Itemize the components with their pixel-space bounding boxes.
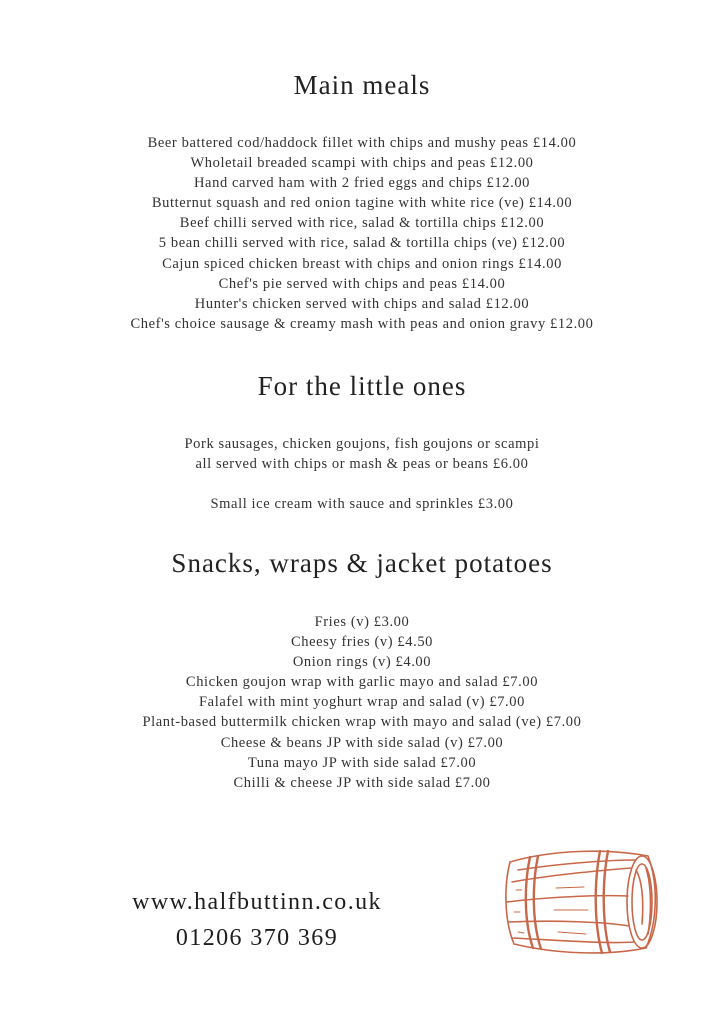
menu-item: Cheesy fries (v) £4.50 [290, 634, 434, 651]
menu-item: Hunter's chicken served with chips and salad £12.00 [194, 295, 530, 312]
menu-item: all served with chips or mash & peas or beans £6.00 [195, 456, 529, 473]
snacks-heading: Snacks, wraps & jacket potatoes [171, 548, 553, 578]
menu-item: Small ice cream with sauce and sprinkles £3.00 [210, 496, 514, 513]
menu-item: Cajun spiced chicken breast with chips and onion rings £14.00 [162, 255, 562, 272]
menu-item: Wholetail breaded scampi with chips and peas £12.00 [190, 155, 534, 172]
menu-item: Chef's choice sausage & creamy mash with peas and onion gravy £12.00 [130, 315, 594, 332]
barrel-icon [496, 840, 668, 960]
menu-item: Tuna mayo JP with side salad £7.00 [247, 754, 477, 771]
menu-item: Chef's pie served with chips and peas £14.00 [218, 275, 506, 292]
little-ones-heading: For the little ones [257, 371, 467, 401]
main-meals-heading: Main meals [293, 70, 431, 100]
little-ones-list [0, 434, 724, 514]
contact-block [112, 884, 402, 956]
little-ones-section [0, 371, 724, 514]
menu-item: Chicken goujon wrap with garlic mayo and salad £7.00 [185, 674, 539, 691]
menu-item: Chilli & cheese JP with side salad £7.00 [233, 774, 491, 791]
menu-item: Hand carved ham with 2 fried eggs and chips £12.00 [193, 175, 531, 192]
menu-item: Butternut squash and red onion tagine with white rice (ve) £14.00 [151, 195, 573, 212]
list-spacer [0, 474, 724, 494]
menu-item: Plant-based buttermilk chicken wrap with mayo and salad (ve) £7.00 [142, 714, 582, 731]
menu-item: Falafel with mint yoghurt wrap and salad (v) £7.00 [199, 694, 525, 711]
website-link[interactable]: www.halfbuttinn.co.uk [132, 889, 382, 915]
main-meals-section [0, 70, 724, 334]
menu-item: Cheese & beans JP with side salad (v) £7.00 [220, 734, 504, 751]
menu-item: 5 bean chilli served with rice, salad & tortilla chips (ve) £12.00 [158, 235, 566, 252]
snacks-section [0, 548, 724, 793]
menu-item: Beer battered cod/haddock fillet with chips and mushy peas £14.00 [147, 135, 577, 151]
phone-number[interactable]: 01206 370 369 [175, 925, 339, 951]
menu-item: Pork sausages, chicken goujons, fish goujons or scampi [184, 436, 540, 452]
menu-item: Fries (v) £3.00 [314, 614, 410, 630]
menu-item: Onion rings (v) £4.00 [292, 654, 432, 671]
menu-item: Beef chilli served with rice, salad & tortilla chips £12.00 [179, 215, 545, 232]
main-meals-list [0, 133, 724, 334]
snacks-list [0, 612, 724, 793]
